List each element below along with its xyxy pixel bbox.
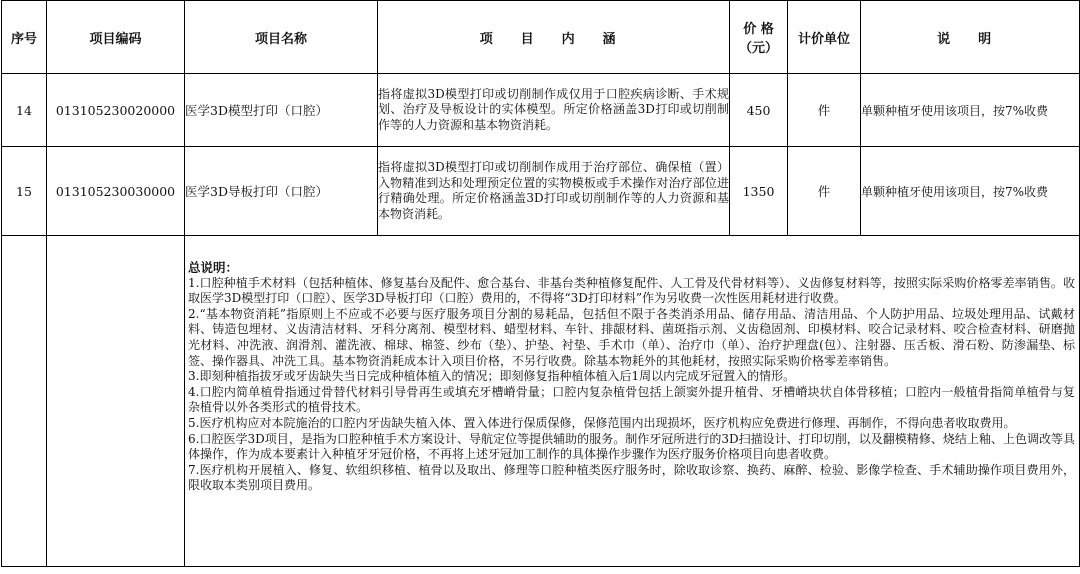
summary-item: 6.口腔医学3D项目，是指为口腔种植手术方案设计、导航定位等提供辅助的服务。制作牙冠所进行的3D扫描设计、打印切削，以及翻模精修、烧结上釉、上色调改等具体操作，作为成本要素计入种植牙牙冠价格，不再将上述牙冠加工制作的具体操作步骤作为医疗服务价格项目向患者收费。 (188, 431, 1075, 462)
header-row (2, 1, 1080, 74)
summary-title: 总说明： (188, 260, 239, 275)
summary-cell (185, 236, 1080, 567)
table-row (2, 147, 1080, 236)
row-note: 单颗种植牙使用该项目，按7%收费 (861, 147, 1080, 236)
header-index: 序号 (2, 1, 47, 74)
row-name: 医学3D模型打印（口腔） (185, 74, 378, 147)
header-note-label: 说 明 (937, 31, 1003, 47)
header-content (378, 1, 730, 74)
summary-item: 7.医疗机构开展植入、修复、软组织移植、植骨以及取出、修理等口腔种植类医疗服务时，除收取诊察、换药、麻醉、检验、影像学检查、手术辅助操作项目费用外，限收取本类别项目费用。 (188, 462, 1075, 493)
summary-item: 2.“基本物资消耗”指原则上不应或不必要与医疗服务项目分割的易耗品，包括但不限于各类消杀用品、储存用品、清洁用品、个人防护用品、垃圾处理用品、试戴材料、铸造包埋材、义齿清洁材料、牙科分离剂、模型材料、蜡型材料、车针、排龈材料、菌斑指示剂、义齿稳固剂、印模材料、咬合记录材料、咬合检查材料、研磨抛光材料、冲洗液、润滑剂、灌洗液、棉球、棉签、纱布（垫）、护垫、衬垫、手术巾（单）、治疗巾（单）、治疗护理盘(包）、注射器、压舌板、滑石粉、防渗漏垫、标签、操作器具、冲洗工具。基本物资消耗成本计入项目价格，不另行收费。除基本物耗外的其他耗材，按照实际采购价格零差率销售。 (188, 306, 1075, 368)
price-table (1, 0, 1080, 567)
row-note: 单颗种植牙使用该项目，按7%收费 (861, 74, 1080, 147)
summary-row (2, 236, 1080, 567)
row-index: 14 (2, 74, 47, 147)
row-price: 450 (730, 74, 788, 147)
summary-empty-code (47, 236, 185, 567)
summary-block (185, 236, 1079, 494)
header-price-line2: （元） (738, 41, 778, 56)
header-name: 项目名称 (185, 1, 378, 74)
row-name: 医学3D导板打印（口腔） (185, 147, 378, 236)
summary-item: 4.口腔内简单植骨指通过骨替代材料引导骨再生或填充牙槽嵴骨量；口腔内复杂植骨包括上颌窦外提升植骨、牙槽嵴块状自体骨移植；口腔内一般植骨指简单植骨与复杂植骨以外各类形式的植骨技术。 (188, 384, 1075, 415)
header-price-line1: 价 格 (743, 22, 774, 37)
row-unit: 件 (788, 147, 861, 236)
row-price: 1350 (730, 147, 788, 236)
header-price (730, 1, 788, 74)
row-content: 指将虚拟3D模型打印或切削制作成仅用于口腔疾病诊断、手术规划、治疗及导板设计的实体模型。所定价格涵盖3D打印或切削制作等的人力资源和基本物资消耗。 (378, 74, 730, 147)
header-content-label: 项 目 内 涵 (479, 31, 628, 47)
summary-item: 1.口腔种植手术材料（包括种植体、修复基台及配件、愈合基台、非基台类种植修复配件、人工骨及代骨材料等）、义齿修复材料等，按照实际采购价格零差率销售。收取医学3D模型打印（口腔）、医学3D导板打印（口腔）费用的，不得将“3D打印材料”作为另收费一次性医用耗材进行收费。 (188, 275, 1075, 306)
row-content: 指将虚拟3D模型打印或切削制作成用于治疗部位、确保植（置）入物精准到达和处理预定位置的实物模板或手术操作对治疗部位进行精确处理。所定价格涵盖3D打印或切削制作等的人力资源和基本物资消耗。 (378, 147, 730, 236)
header-note (861, 1, 1080, 74)
header-code: 项目编码 (47, 1, 185, 74)
summary-item: 3.即刻种植指拔牙或牙齿缺失当日完成种植体植入的情况；即刻修复指种植体植入后1周以内完成牙冠置入的情形。 (188, 369, 796, 384)
summary-empty-index (2, 236, 47, 567)
row-unit: 件 (788, 74, 861, 147)
row-index: 15 (2, 147, 47, 236)
row-code: 013105230020000 (47, 74, 185, 147)
summary-item: 5.医疗机构应对本院施治的口腔内牙齿缺失植入体、置入体进行保质保修，保修范围内出现损坏，医疗机构应免费进行修理、再制作，不得向患者收取费用。 (188, 415, 1016, 430)
header-unit: 计价单位 (788, 1, 861, 74)
row-code: 013105230030000 (47, 147, 185, 236)
table-row (2, 74, 1080, 147)
